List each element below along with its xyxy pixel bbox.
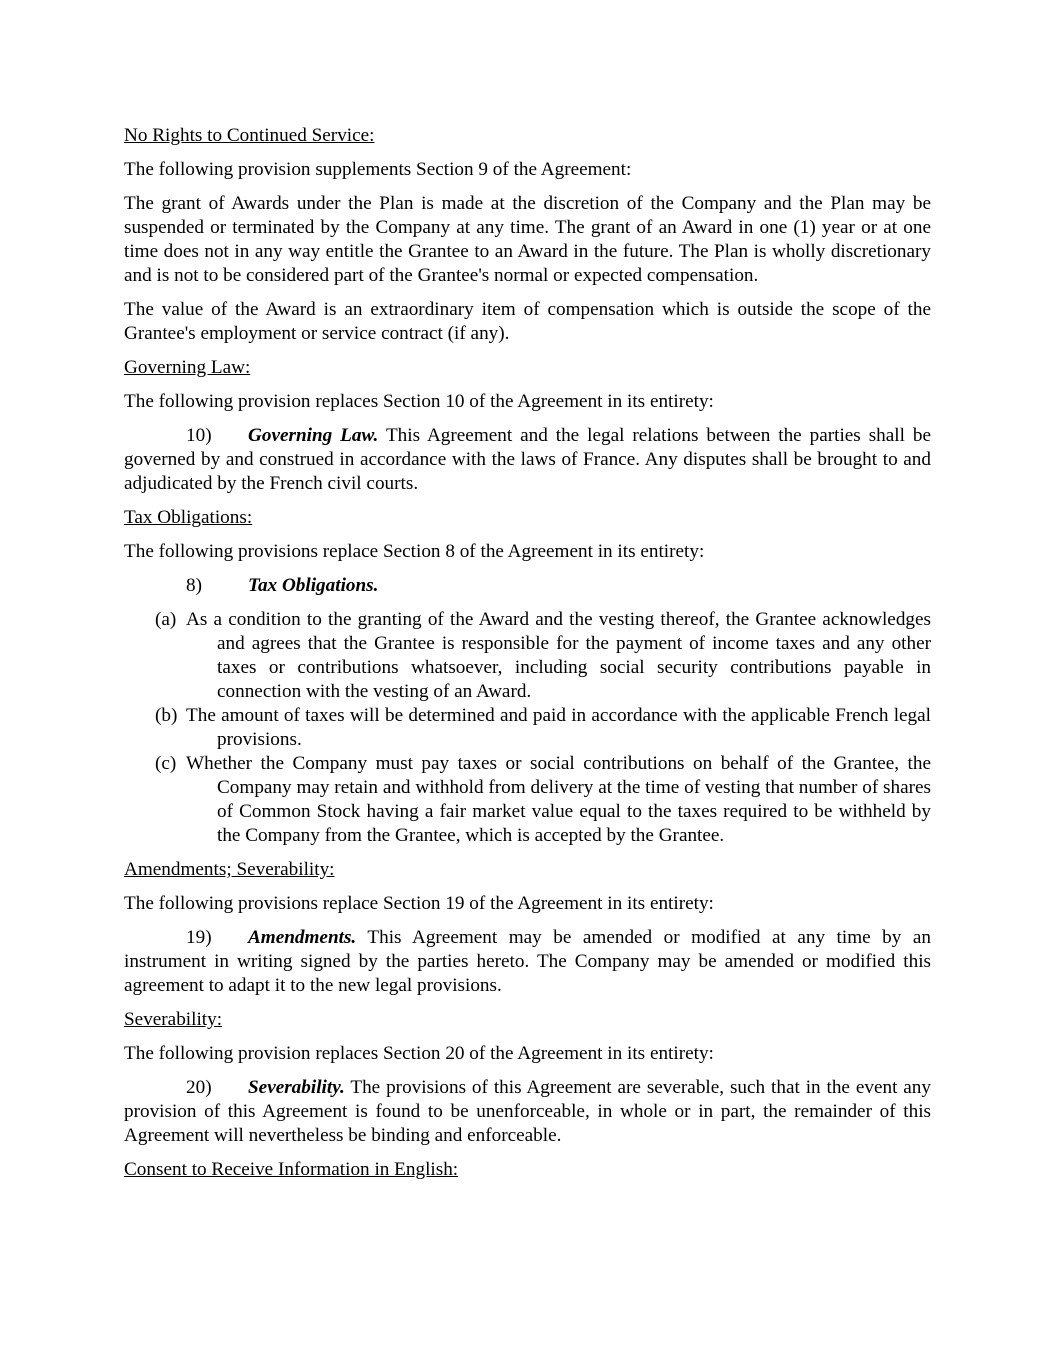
list-item-marker: (b) — [155, 705, 178, 726]
clause-title: Amendments. — [248, 927, 357, 948]
list-item-text: As a condition to the granting of the Award and the vesting thereof, the Grantee acknowledges and agrees that the Grantee is responsible for the payment of income taxes and any other taxes or contributions whatsoever, including social security contributions payable in connection with the vesting of an Award. — [186, 609, 931, 702]
clause-number: 20) — [186, 1077, 212, 1098]
clause-title: Severability. — [248, 1077, 345, 1098]
section-intro-no-rights: The following provision supplements Section 9 of the Agreement: — [124, 159, 632, 180]
section-intro-tax: The following provisions replace Section 8 of the Agreement in its entirety: — [124, 541, 705, 562]
section-heading-amendments: Amendments; Severability: — [124, 859, 335, 880]
section-intro-governing-law: The following provision replaces Section 10 of the Agreement in its entirety: — [124, 391, 714, 412]
list-item-marker: (c) — [155, 753, 177, 774]
paragraph-award-discretion: The grant of Awards under the Plan is made at the discretion of the Company and the Plan may be suspended or terminated by the Company at any time. The grant of an Award in one (1) year or at one time does not in any way entitle the Grantee to an Award in the future. The Plan is wholly discretionary and is not to be considered part of the Grantee's normal or expected compensation. — [124, 193, 931, 286]
clause-number: 8) — [186, 575, 202, 596]
section-intro-amendments: The following provisions replace Section 19 of the Agreement in its entirety: — [124, 893, 714, 914]
clause-number: 10) — [186, 425, 212, 446]
tax-obligation-list — [124, 608, 931, 848]
clause-severability — [124, 1076, 931, 1148]
clause-body: This Agreement may be amended or modified at any time by an instrument in writing signed by the parties hereto. The Company may be amended or modified this agreement to adapt it to the new legal provisions. — [124, 927, 931, 996]
clause-title: Governing Law. — [248, 425, 379, 446]
section-heading-no-rights: No Rights to Continued Service: — [124, 125, 375, 146]
section-intro-severability: The following provision replaces Section 20 of the Agreement in its entirety: — [124, 1043, 714, 1064]
list-item-text: The amount of taxes will be determined and paid in accordance with the applicable French legal provisions. — [186, 705, 931, 750]
list-item — [124, 608, 931, 704]
clause-governing-law — [124, 424, 931, 496]
list-item-text: Whether the Company must pay taxes or social contributions on behalf of the Grantee, the Company may retain and withhold from delivery at the time of vesting that number of shares of Common Stock having a fair market value equal to the taxes required to be withheld by the Company from the Grantee, which is accepted by the Grantee. — [186, 753, 931, 846]
clause-amendments — [124, 926, 931, 998]
clause-number: 19) — [186, 927, 212, 948]
clause-title: Tax Obligations. — [248, 575, 379, 596]
section-heading-severability: Severability: — [124, 1009, 223, 1030]
section-heading-governing-law: Governing Law: — [124, 357, 251, 378]
clause-body: This Agreement and the legal relations between the parties shall be governed by and construed in accordance with the laws of France. Any disputes shall be brought to and adjudicated by the French civil courts. — [124, 425, 931, 494]
document-page — [124, 124, 931, 1192]
list-item — [124, 704, 931, 752]
list-item-marker: (a) — [155, 609, 177, 630]
section-heading-consent: Consent to Receive Information in English: — [124, 1159, 459, 1180]
list-item — [124, 752, 931, 848]
clause-tax — [124, 574, 931, 598]
paragraph-award-value: The value of the Award is an extraordinary item of compensation which is outside the scope of the Grantee's employment or service contract (if any). — [124, 299, 931, 344]
clause-body: The provisions of this Agreement are severable, such that in the event any provision of this Agreement is found to be unenforceable, in whole or in part, the remainder of this Agreement will nevertheless be binding and enforceable. — [124, 1077, 931, 1146]
section-heading-tax: Tax Obligations: — [124, 507, 253, 528]
